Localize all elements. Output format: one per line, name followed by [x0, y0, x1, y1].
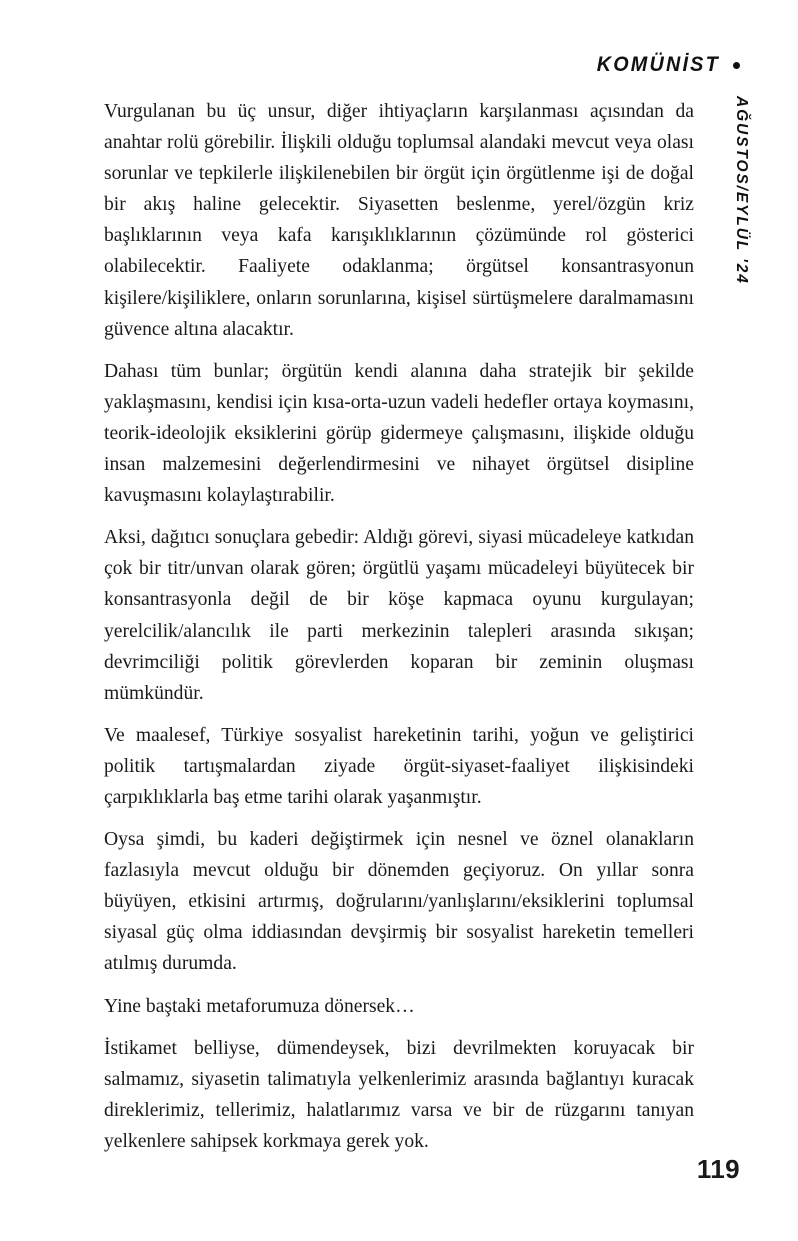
- body-text-column: [104, 96, 694, 1157]
- body-paragraph: Aksi, dağıtıcı sonuçlara gebedir: Aldığı görevi, siyasi mücadeleye katkıdan çok bir titr/unvan olarak gören; örgütlü yaşamı mücadeleyi büyütecek bir konsantrasyonla değil de bir köşe kapmaca oyunu kurgulayan; yerelcilik/alancılık ile parti merkezinin talepleri arasında sıkışan; devrimciliği politik görevlerden koparan bir zeminin oluşması mümkündür.: [104, 527, 694, 704]
- body-paragraph: Vurgulanan bu üç unsur, diğer ihtiyaçların karşılanması açısından da anahtar rolü görebilir. İlişkili olduğu toplumsal alandaki mevcut veya olası sorunlar ve tepkilerle ilişkilenebilen bir örgüt için örgütlenme işi de doğal bir akış haline gelecektir. Siyasetten beslenme, yerel/özgün kriz başlıklarının veya kafa karışıklıklarının çözümünde rol gösterici olabilecektir. Faaliyete odaklanma; örgütsel konsantrasyonun kişilere/kişiliklere, onların sorunlarına, kişisel sürtüşmelere daralmamasını güvence altına alacaktır.: [104, 101, 694, 340]
- body-paragraph: Oysa şimdi, bu kaderi değiştirmek için nesnel ve öznel olanakların fazlasıyla mevcut olduğu bir dönemden geçiyoruz. On yıllar sonra büyüyen, etkisini artırmış, doğrularını/yanlışlarını/eksiklerini toplumsal siyasal güç olma iddiasından devşirmiş bir sosyalist hareketin temelleri atılmış durumda.: [104, 829, 694, 975]
- body-paragraph: Yine baştaki metaforumuza dönersek…: [104, 995, 415, 1017]
- issue-marker: [728, 96, 754, 326]
- body-paragraph: Ve maalesef, Türkiye sosyalist hareketinin tarihi, yoğun ve geliştirici politik tartışmalardan ziyade örgüt-siyaset-faaliyet ilişkisindeki çarpıklıklarla baş etme tarihi olarak yaşanmıştır.: [104, 724, 694, 808]
- bullet-dot-icon: [733, 62, 740, 69]
- issue-marker-label: AĞUSTOS/EYLÜL '24: [733, 96, 750, 285]
- body-paragraph: Dahası tüm bunlar; örgütün kendi alanına daha stratejik bir şekilde yaklaşmasını, kendisi için kısa-orta-uzun vadeli hedefler ortaya koymasını, teorik-ideolojik eksiklerini görüp gidermeye çalışmasını, ilişkide olduğu insan malzemesini değerlendirmesini ve nihayet örgütsel disipline kavuşmasını kolaylaştırabilir.: [104, 360, 694, 507]
- body-paragraph: İstikamet belliyse, dümendeysek, bizi devrilmekten koruyacak bir salmamız, siyasetin talimatıyla yelkenlerimiz arasında bağlantıyı kuracak direklerimiz, tellerimiz, halatlarımız varsa ve bir de rüzgarını tanıyan yelkenlere sahipsek korkmaya gerek yok.: [104, 1037, 694, 1152]
- running-head-title: KOMÜNİST: [596, 52, 720, 76]
- page-number: 119: [696, 1154, 740, 1184]
- running-head: [586, 54, 740, 76]
